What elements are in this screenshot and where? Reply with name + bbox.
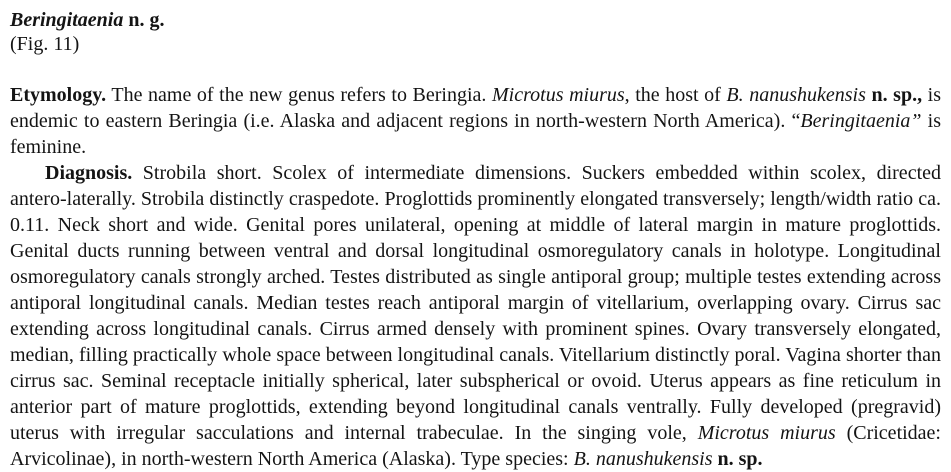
paragraph-diagnosis — [10, 160, 941, 472]
text-run-italic: Microtus miurus — [697, 422, 836, 444]
text-run-normal: is endemic to eastern Beringia (i.e. Alaska and adjacent regions in north-western North America). “ — [10, 84, 942, 132]
text-run-normal: Strobila short. Scolex of intermediate dimensions. Suckers embedded within scolex, directed antero-laterally. Strobila distinctly craspedote. Proglottids prominently elongated transversely; length/width ratio ca. 0.11. Neck short and wide. Genital pores unilateral, opening at middle of lateral margin in mature proglottids. Genital ducts running between ventral and dorsal longitudinal osmoregulatory canals in holotype. Longitudinal osmoregulatory canals strongly arched. Testes distributed as single antiporal group; multiple testes extending across antiporal longitudinal canals. Median testes reach antiporal margin of vitellarium, overlapping ovary. Cirrus sac extending across longitudinal canals. Cirrus armed densely with prominent spines. Ovary transversely elongated, median, filling practically whole space between longitudinal canals. Vitellarium distinctly poral. Vagina shorter than cirrus sac. Seminal receptacle initially spherical, later subspherical or ovoid. Uterus appears as fine reticulum in anterior part of mature proglottids, extending beyond longitudinal canals ventrally. Fully developed (pregravid) uterus with irregular sacculations and internal trabeculae. In the singing vole, — [10, 162, 941, 444]
text-run-normal: , the host of — [624, 84, 727, 106]
genus-name: Beringitaenia — [10, 9, 124, 31]
text-run-bold: n. sp. — [717, 448, 763, 470]
paragraphs-container — [10, 82, 941, 472]
text-run-italic: Microtus miurus — [492, 84, 625, 106]
text-run-bold: n. sp., — [871, 84, 923, 106]
figure-reference: (Fig. 11) — [10, 33, 80, 55]
text-run-normal: (Cricetidae: Arvicolinae), in north-western North America (Alaska). Type species: — [10, 422, 941, 470]
text-run-bold: Etymology. — [10, 84, 107, 106]
text-run-italic: B. nanushukensis — [573, 448, 713, 470]
text-run-italic: B. nanushukensis — [726, 84, 866, 106]
text-run-italic: Beringitaenia” — [800, 110, 922, 132]
paragraph-etymology — [10, 82, 941, 160]
text-run-normal: The name of the new genus refers to Beringia. — [106, 84, 493, 106]
genus-heading — [10, 8, 941, 32]
text-run-normal: is feminine. — [10, 110, 942, 158]
text-run-bold: Diagnosis. — [45, 162, 133, 184]
genus-rank-label: n. g. — [123, 9, 165, 31]
